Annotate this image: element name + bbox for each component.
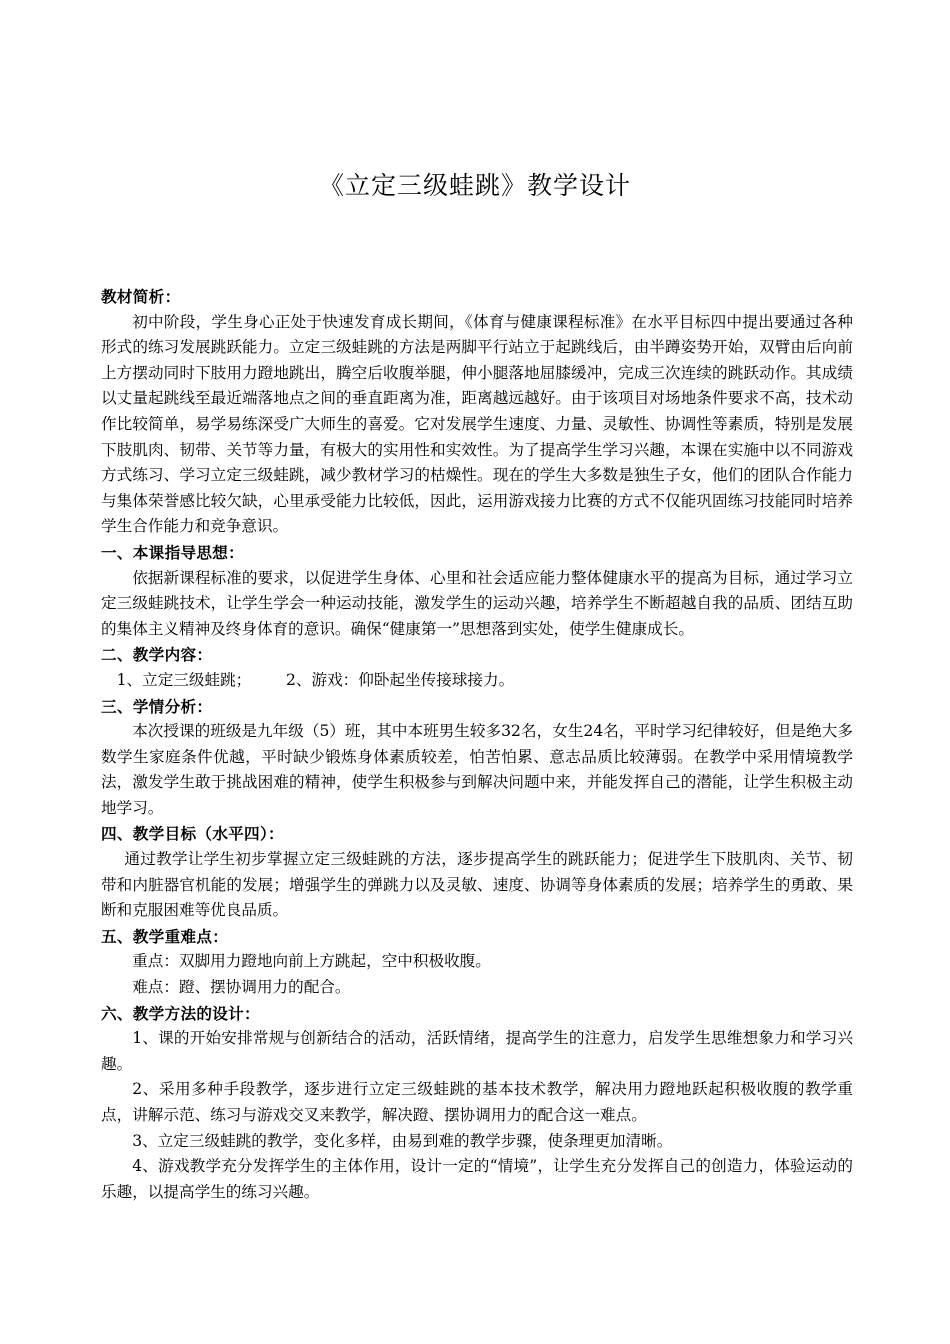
section-heading-methods: 六、教学方法的设计： xyxy=(101,1003,260,1023)
method-item-2: 2、采用多种手段教学，逐步进行立定三级蛙跳的基本技术教学，解决用力蹬地跃起积极收腹的教学重点，讲解示范、练习与游戏交叉来教学，解决蹬、摆协调用力的配合这一难点。 xyxy=(101,1080,853,1124)
section-heading-analysis: 教材简析： xyxy=(101,287,181,306)
section-text-guiding: 依据新课程标准的要求，以促进学生身体、心里和社会适应能力整体健康水平的提高为目标，通过学习立定三级蛙跳技术，让学生学会一种运动技能，激发学生的运动兴趣，培养学生不断超越自我的品质、团结互助的集体主义精神及终身体育的意识。确保“健康第一”思想落到实处，使学生健康成长。 xyxy=(101,568,853,638)
method-item-1: 1、课的开始安排常规与创新结合的活动，活跃情绪，提高学生的注意力，启发学生思维想象力和学习兴趣。 xyxy=(101,1029,853,1073)
section-text-goals: 通过教学让学生初步掌握立定三级蛙跳的方法，逐步提高学生的跳跃能力；促进学生下肢肌肉、关节、韧带和内脏器官机能的发展；增强学生的弹跳力以及灵敏、速度、协调等身体素质的发展；培养学生的勇敢、果断和克服困难等优良品质。 xyxy=(101,850,853,920)
method-item-4: 4、游戏教学充分发挥学生的主体作用，设计一定的“情境”，让学生充分发挥自己的创造力，体验运动的乐趣，以提高学生的练习兴趣。 xyxy=(101,1157,853,1201)
section-heading-students: 三、学情分析： xyxy=(101,696,213,716)
section-heading-content: 二、教学内容： xyxy=(101,645,213,665)
document-body xyxy=(101,284,853,1205)
section-heading-goals: 四、教学目标（水平四）： xyxy=(101,824,284,844)
section-heading-guiding: 一、本课指导思想： xyxy=(101,542,245,562)
keypoint-focus: 重点：双脚用力蹬地向前上方跳起，空中积极收腹。 xyxy=(132,952,491,971)
section-text-analysis: 初中阶段，学生身心正处于快速发育成长期间，《体育与健康课程标准》在水平目标四中提出要通过各种形式的练习发展跳跃能力。立定三级蛙跳的方法是两脚平行站立于起跳线后，由半蹲姿势开始，双臂由后向前上方摆动同时下肢用力蹬地跳出，腾空后收腹举腿，伸小腿落地屈膝缓冲，完成三次连续的跳跃动作。其成绩以丈量起跳线至最近端落地点之间的垂直距离为准，距离越远越好。由于该项目对场地条件要求不高，技术动作比较简单，易学易练深受广大师生的喜爱。它对发展学生速度、力量、灵敏性、协调性等素质，特别是发展下肢肌肉、韧带、关节等力量，有极大的实用性和实效性。为了提高学生学习兴趣，本课在实施中以不同游戏方式练习、学习立定三级蛙跳，减少教材学习的枯燥性。现在的学生大多数是独生子女，他们的团队合作能力与集体荣誉感比较欠缺，心里承受能力比较低，因此，运用游戏接力比赛的方式不仅能巩固练习技能同时培养学生合作能力和竞争意识。 xyxy=(101,312,853,536)
keypoint-difficulty: 难点：蹬、摆协调用力的配合。 xyxy=(132,978,351,997)
document-title: 《立定三级蛙跳》教学设计 xyxy=(318,171,631,200)
method-item-3: 3、立定三级蛙跳的教学，变化多样，由易到难的教学步骤，使条理更加清晰。 xyxy=(132,1131,673,1150)
section-text-students: 本次授课的班级是九年级（5）班，其中本班男生较多32名，女生24名，平时学习纪律较好，但是绝大多数学生家庭条件优越，平时缺少锻炼身体素质较差，怕苦怕累、意志品质比较薄弱。在教学中采用情境教学法，激发学生敢于挑战困难的精神，使学生积极参与到解决问题中来，并能发挥自己的潜能，让学生积极主动地学习。 xyxy=(101,722,853,817)
section-text-content: 1、立定三级蛙跳； 2、游戏：仰卧起坐传接球接力。 xyxy=(116,670,515,689)
section-heading-keypoints: 五、教学重难点： xyxy=(101,926,229,946)
